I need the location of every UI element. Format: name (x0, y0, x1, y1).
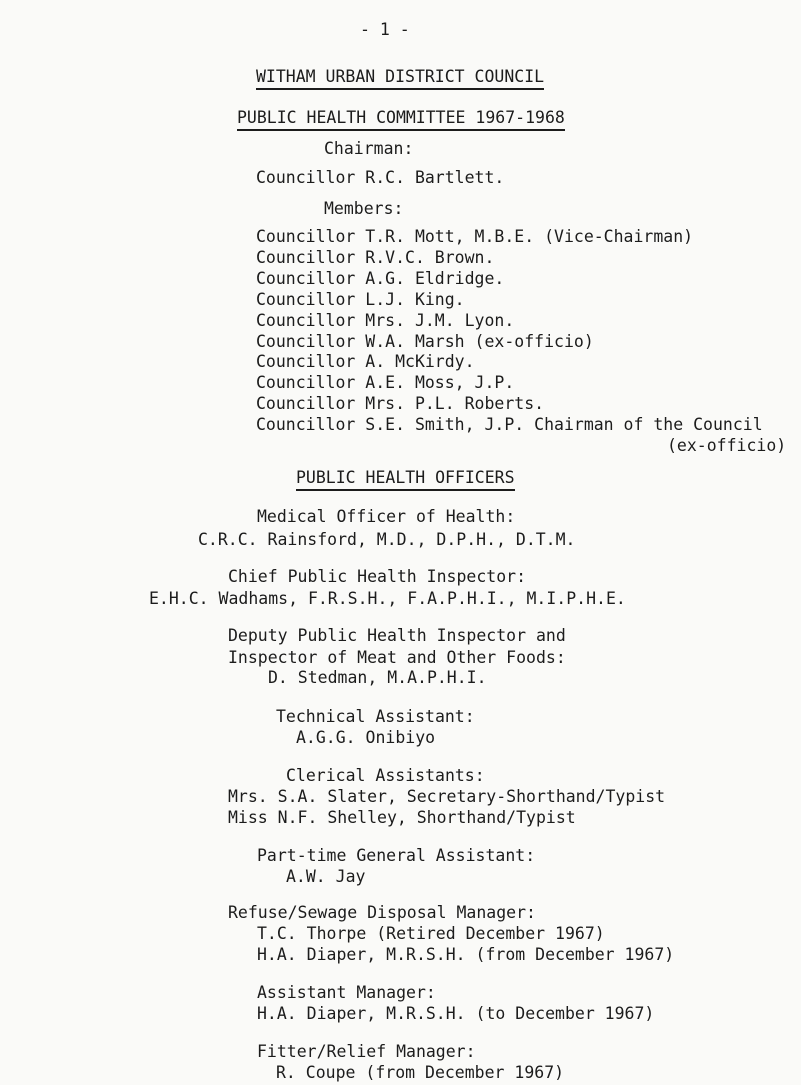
chairman-name: Councillor R.C. Bartlett. (256, 168, 505, 187)
member-line: Councillor S.E. Smith, J.P. Chairman of the Council (256, 415, 763, 434)
member-line: Councillor R.V.C. Brown. (256, 248, 495, 267)
officers-heading: PUBLIC HEALTH OFFICERS (296, 468, 515, 491)
document-title: WITHAM URBAN DISTRICT COUNCIL (256, 67, 544, 90)
member-line: Councillor T.R. Mott, M.B.E. (Vice-Chairman) (256, 227, 694, 246)
clerical-line: Mrs. S.A. Slater, Secretary-Shorthand/Typist (228, 787, 666, 806)
moh-label: Medical Officer of Health: (257, 507, 516, 526)
parttime-name: A.W. Jay (286, 867, 366, 886)
assistant-manager-label: Assistant Manager: (257, 983, 436, 1002)
member-line: (ex-officio) (667, 436, 787, 455)
member-line: Councillor A.E. Moss, J.P. (256, 373, 515, 392)
cphi-label: Chief Public Health Inspector: (228, 567, 527, 586)
technical-assistant-name: A.G.G. Onibiyo (296, 728, 436, 747)
cphi-name: E.H.C. Wadhams, F.R.S.H., F.A.P.H.I., M.I.P.H.E. (149, 589, 626, 608)
assistant-manager-name: H.A. Diaper, M.R.S.H. (to December 1967) (257, 1004, 655, 1023)
member-line: Councillor Mrs. P.L. Roberts. (256, 394, 545, 413)
refuse-line: T.C. Thorpe (Retired December 1967) (257, 924, 605, 943)
deputy-label: Inspector of Meat and Other Foods: (228, 648, 566, 667)
refuse-label: Refuse/Sewage Disposal Manager: (228, 903, 536, 922)
fitter-label: Fitter/Relief Manager: (257, 1042, 476, 1061)
member-line: Councillor A.G. Eldridge. (256, 269, 505, 288)
member-line: Councillor Mrs. J.M. Lyon. (256, 311, 515, 330)
page-number: - 1 - (360, 20, 410, 39)
fitter-name: R. Coupe (from December 1967) (276, 1063, 565, 1082)
member-line: Councillor A. McKirdy. (256, 352, 475, 371)
clerical-line: Miss N.F. Shelley, Shorthand/Typist (228, 808, 576, 827)
deputy-name: D. Stedman, M.A.P.H.I. (268, 668, 487, 687)
clerical-label: Clerical Assistants: (286, 766, 485, 785)
committee-title: PUBLIC HEALTH COMMITTEE 1967-1968 (237, 108, 565, 131)
refuse-line: H.A. Diaper, M.R.S.H. (from December 1967) (257, 945, 675, 964)
member-line: Councillor L.J. King. (256, 290, 465, 309)
parttime-label: Part-time General Assistant: (257, 846, 536, 865)
moh-name: C.R.C. Rainsford, M.D., D.P.H., D.T.M. (198, 530, 576, 549)
deputy-label: Deputy Public Health Inspector and (228, 626, 566, 645)
members-label: Members: (324, 199, 404, 218)
technical-assistant-label: Technical Assistant: (276, 707, 475, 726)
member-line: Councillor W.A. Marsh (ex-officio) (256, 332, 594, 351)
chairman-label: Chairman: (324, 139, 414, 158)
